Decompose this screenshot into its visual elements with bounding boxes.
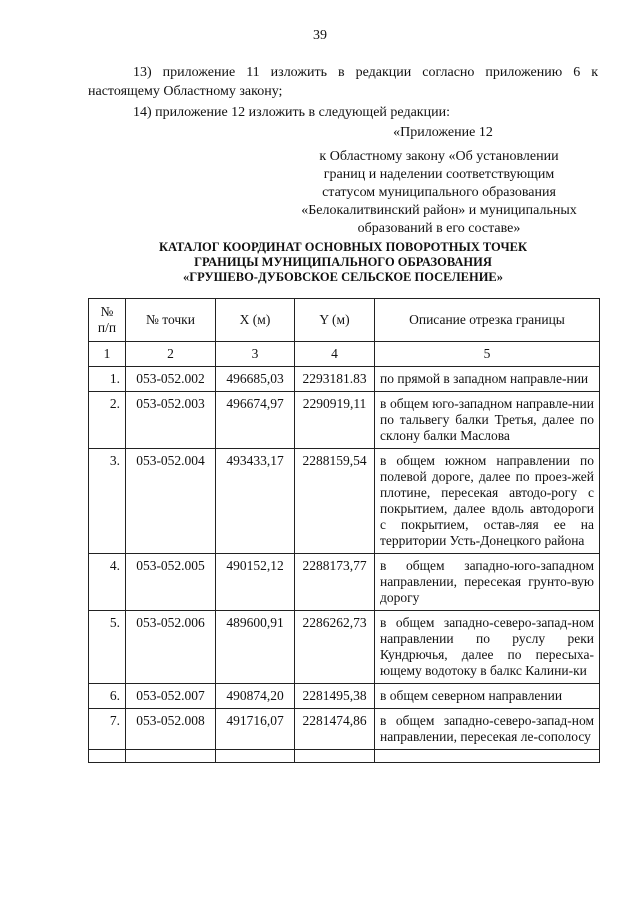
table-row [89, 367, 600, 392]
point-id: 053-052.003 [126, 392, 216, 449]
point-id: 053-052.007 [126, 684, 216, 709]
segment-description: по прямой в западном направле-нии [375, 367, 600, 392]
row-index: 5. [89, 611, 126, 684]
appendix-line: «Белокалитвинский район» и муниципальных [301, 203, 577, 218]
header-y: Y (м) [295, 299, 375, 342]
appendix-line: границ и наделении соответствующим [323, 167, 555, 182]
x-coord: 490152,12 [216, 554, 295, 611]
x-coord: 491716,07 [216, 709, 295, 750]
table-row [89, 554, 600, 611]
x-coord: 490874,20 [216, 684, 295, 709]
column-number-row [89, 342, 600, 367]
table-row [89, 449, 600, 554]
point-id: 053-052.004 [126, 449, 216, 554]
y-coord: 2286262,73 [295, 611, 375, 684]
row-index: 3. [89, 449, 126, 554]
row-index: 6. [89, 684, 126, 709]
x-coord: 496674,97 [216, 392, 295, 449]
appendix-line: к Областному закону «Об установлении [319, 149, 559, 164]
header-x: X (м) [216, 299, 295, 342]
col-number: 5 [375, 342, 600, 367]
segment-description: в общем западно-юго-западном направлении, пересекая грунто-вую дорогу [375, 554, 600, 611]
segment-description: в общем южном направлении по полевой дороге, далее по проез-жей плотине, пересекая автодо-рогу с покрытием, далее вдоль автодороги с покрытием, остав-ляя ее на территории Усть-Донецкого района [375, 449, 600, 554]
table-header-row [89, 299, 600, 342]
point-id: 053-052.005 [126, 554, 216, 611]
row-index: 7. [89, 709, 126, 750]
table-row [89, 392, 600, 449]
y-coord: 2293181.83 [295, 367, 375, 392]
y-coord: 2288173,77 [295, 554, 375, 611]
x-coord: 496685,03 [216, 367, 295, 392]
catalog-title-line: ГРАНИЦЫ МУНИЦИПАЛЬНОГО ОБРАЗОВАНИЯ [194, 255, 492, 269]
col-number: 2 [126, 342, 216, 367]
empty-cell [89, 750, 126, 763]
row-index: 1. [89, 367, 126, 392]
point-id: 053-052.002 [126, 367, 216, 392]
empty-cell [375, 750, 600, 763]
y-coord: 2290919,11 [295, 392, 375, 449]
appendix-line: образований в его составе» [357, 221, 521, 236]
x-coord: 489600,91 [216, 611, 295, 684]
point-id: 053-052.006 [126, 611, 216, 684]
catalog-title-line: КАТАЛОГ КООРДИНАТ ОСНОВНЫХ ПОВОРОТНЫХ ТОЧЕК [158, 240, 528, 254]
x-coord: 493433,17 [216, 449, 295, 554]
catalog-title [88, 240, 598, 285]
header-description: Описание отрезка границы [375, 299, 600, 342]
segment-description: в общем северном направлении [375, 684, 600, 709]
y-coord: 2288159,54 [295, 449, 375, 554]
empty-cell [216, 750, 295, 763]
paragraph-item-13: 13) приложение 11 изложить в редакции согласно приложению 6 к настоящему Областному закону; [88, 65, 598, 99]
col-number: 4 [295, 342, 375, 367]
table-row-blank [89, 750, 600, 763]
header-index: № п/п [89, 299, 126, 342]
row-index: 4. [89, 554, 126, 611]
col-number: 3 [216, 342, 295, 367]
y-coord: 2281474,86 [295, 709, 375, 750]
empty-cell [126, 750, 216, 763]
page-number: 39 [313, 28, 327, 43]
segment-description: в общем юго-западном направле-нии по тальвегу балки Третья, далее по склону балки Маслова [375, 392, 600, 449]
y-coord: 2281495,38 [295, 684, 375, 709]
row-index: 2. [89, 392, 126, 449]
point-id: 053-052.008 [126, 709, 216, 750]
empty-cell [295, 750, 375, 763]
segment-description: в общем западно-северо-запад-ном направлении, пересекая ле-сополосу [375, 709, 600, 750]
table-row [89, 684, 600, 709]
coordinates-table [88, 298, 600, 763]
segment-description: в общем западно-северо-запад-ном направлении по руслу реки Кундрючья, далее по пересыха-ющему водотоку в балкс Калини-ки [375, 611, 600, 684]
paragraph-item-14: 14) приложение 12 изложить в следующей редакции: [133, 105, 450, 120]
catalog-title-line: «ГРУШЕВО-ДУБОВСКОЕ СЕЛЬСКОЕ ПОСЕЛЕНИЕ» [182, 270, 504, 284]
appendix-title: «Приложение 12 [393, 125, 493, 140]
table-row [89, 709, 600, 750]
header-point: № точки [126, 299, 216, 342]
table-row [89, 611, 600, 684]
col-number: 1 [89, 342, 126, 367]
appendix-line: статусом муниципального образования [322, 185, 556, 200]
appendix-reference [280, 148, 598, 238]
